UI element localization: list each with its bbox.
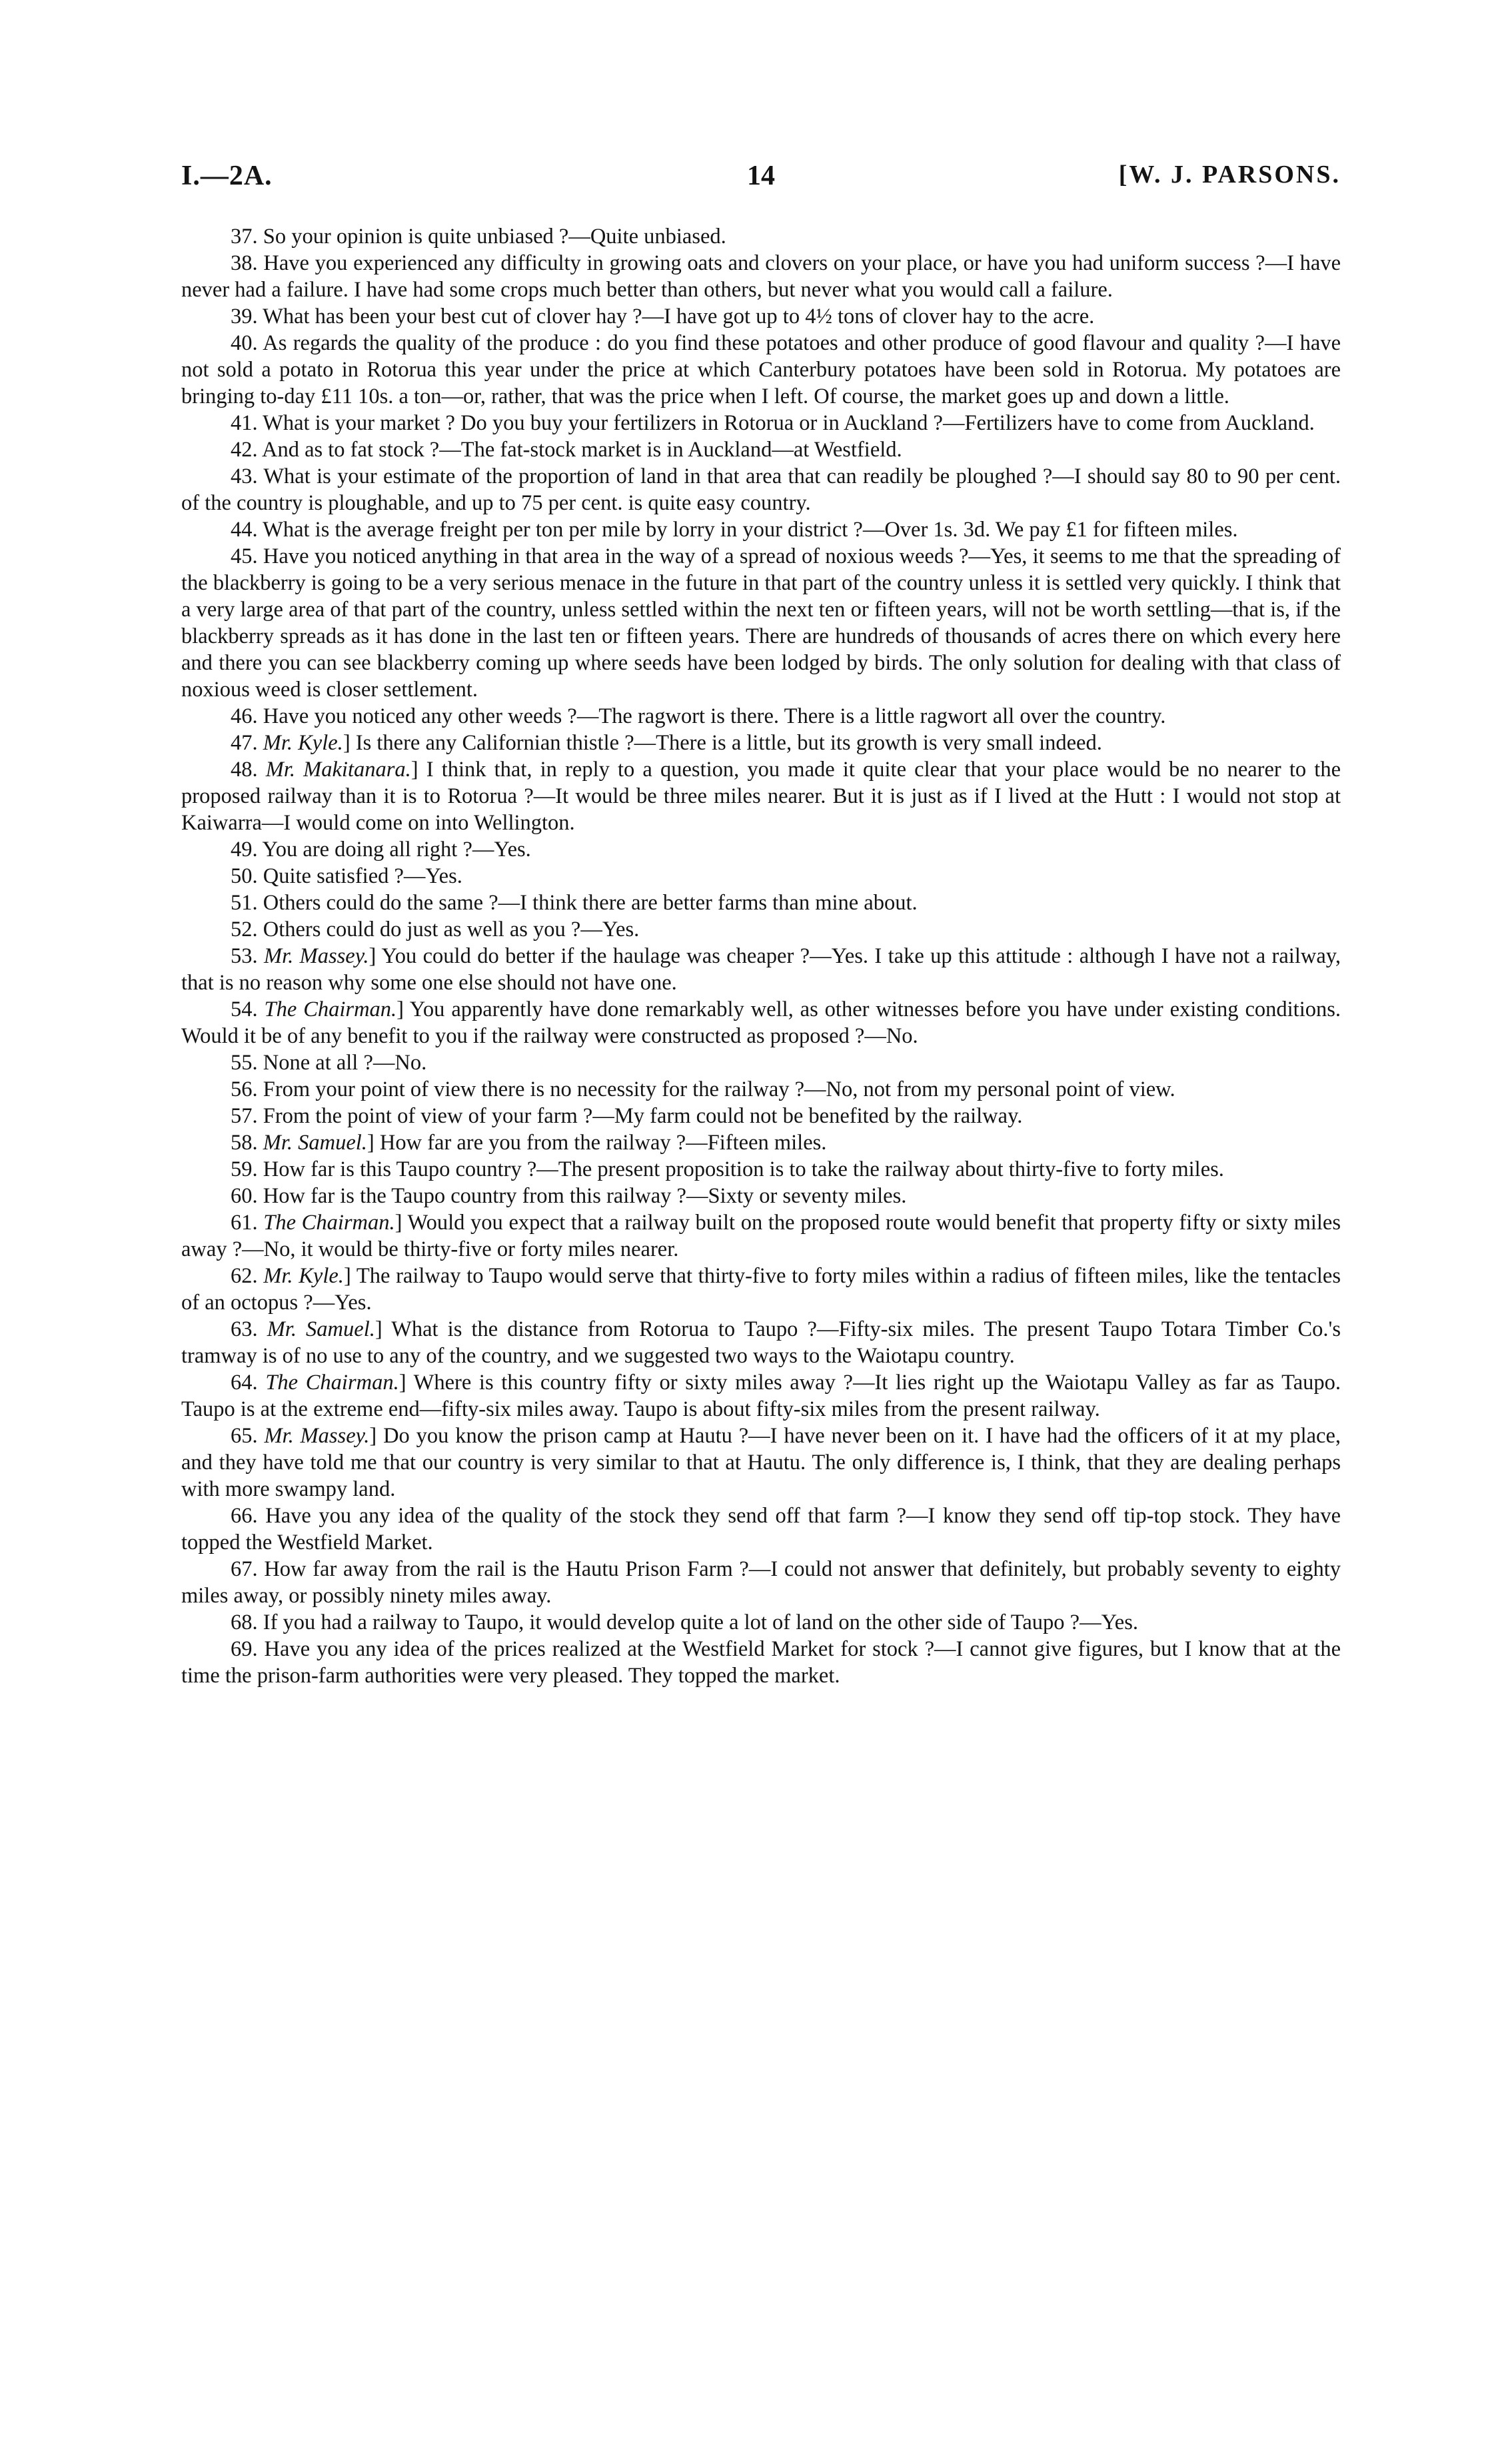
question-number: 39. <box>231 305 258 328</box>
speaker-bracket: ] <box>396 997 404 1021</box>
question-number: 66. <box>231 1504 258 1528</box>
question-answer-text: How far away from the rail is the Hautu Prison Farm ?—I could not answer that definitely, but probably seventy to eighty miles away, or possibly ninety miles away. <box>181 1557 1341 1608</box>
speaker-bracket: ] <box>369 944 376 968</box>
question-answer-text: What is the distance from Rotorua to Taupo ?—Fifty-six miles. The present Taupo Totara Timber Co.'s tramway is of no use to any of the country, and we suggested two ways to the Waiotapu country. <box>181 1317 1341 1368</box>
question-answer-text: Others could do the same ?—I think there are better farms than mine about. <box>263 891 918 915</box>
page-header <box>181 160 1341 200</box>
question-number: 38. <box>231 251 258 275</box>
question-number: 60. <box>231 1184 258 1208</box>
question-answer-paragraph <box>181 223 1341 250</box>
question-number: 41. <box>231 411 258 435</box>
question-answer-text: You are doing all right ?—Yes. <box>262 838 531 862</box>
speaker-name: Mr. Samuel. <box>263 1131 367 1155</box>
question-answer-paragraph <box>181 1183 1341 1209</box>
question-answer-text: Have you experienced any difficulty in growing oats and clovers on your place, or have you had uniform success ?—I have never had a failure. I have had some crops much better than others, but never what you would call a failure. <box>181 251 1341 302</box>
question-answer-paragraph <box>181 890 1341 916</box>
question-answer-paragraph <box>181 1129 1341 1156</box>
question-number: 57. <box>231 1104 258 1128</box>
question-number: 48. <box>231 758 258 782</box>
question-answer-paragraph <box>181 516 1341 543</box>
question-answer-paragraph <box>181 1423 1341 1503</box>
question-answer-text: I think that, in reply to a question, you made it quite clear that your place would be no nearer to the proposed railway than it is to Rotorua ?—It would be three miles nearer. But it is just as if I lived at the Hutt : I would not stop at Kaiwarra—I would come on into Wellington. <box>181 758 1341 835</box>
question-number: 59. <box>231 1157 258 1181</box>
question-number: 46. <box>231 704 258 728</box>
question-number: 67. <box>231 1557 258 1581</box>
question-number: 51. <box>231 891 258 915</box>
question-number: 42. <box>231 438 258 462</box>
speaker-name: Mr. Kyle. <box>263 731 343 755</box>
question-number: 53. <box>231 944 258 968</box>
question-answer-paragraph <box>181 703 1341 730</box>
question-answer-text: Have you noticed any other weeds ?—The ragwort is there. There is a little ragwort all over the country. <box>263 704 1166 728</box>
question-answer-text: Others could do just as well as you ?—Yes. <box>263 918 640 941</box>
speaker-name: Mr. Kyle. <box>263 1264 344 1288</box>
question-answer-paragraph <box>181 410 1341 436</box>
witness-name: [W. J. PARSONS. <box>1118 161 1341 189</box>
question-answer-paragraph <box>181 1316 1341 1369</box>
question-answer-paragraph <box>181 1503 1341 1556</box>
page-number: 14 <box>747 161 775 191</box>
question-answer-text: From your point of view there is no necessity for the railway ?—No, not from my personal point of view. <box>263 1077 1175 1101</box>
speaker-name: Mr. Massey. <box>264 944 369 968</box>
question-answer-text: Do you know the prison camp at Hautu ?—I have never been on it. I have had the officers of it at my place, and they have told me that our country is very similar to that at Hautu. The only difference is, I think, that they are dealing perhaps with more swampy land. <box>181 1424 1341 1501</box>
question-answer-paragraph <box>181 916 1341 943</box>
question-answer-paragraph <box>181 1076 1341 1103</box>
question-number: 49. <box>231 838 258 862</box>
question-answer-paragraph <box>181 436 1341 463</box>
document-reference: I.—2A. <box>181 161 273 191</box>
question-answer-text: What is your estimate of the proportion of land in that area that can readily be ploughed ?—I should say 80 to 90 per cent. of the country is ploughable, and up to 75 per cent. is quite easy country. <box>181 464 1341 515</box>
speaker-bracket: ] <box>394 1211 402 1235</box>
question-answer-paragraph <box>181 1156 1341 1183</box>
question-answer-text: How far are you from the railway ?—Fifteen miles. <box>379 1131 827 1155</box>
speaker-name: The Chairman. <box>263 1211 395 1235</box>
question-number: 62. <box>231 1264 258 1288</box>
question-answer-text: Have you any idea of the prices realized at the Westfield Market for stock ?—I cannot give figures, but I know that at the time the prison-farm authorities were very pleased. They topped the market. <box>181 1637 1341 1688</box>
question-answer-text: If you had a railway to Taupo, it would develop quite a lot of land on the other side of Taupo ?—Yes. <box>263 1610 1139 1634</box>
question-number: 52. <box>231 918 258 941</box>
speaker-bracket: ] <box>343 1264 351 1288</box>
question-answer-text: How far is this Taupo country ?—The present proposition is to take the railway about thirty-five to forty miles. <box>263 1157 1224 1181</box>
question-answer-paragraph <box>181 943 1341 996</box>
question-number: 65. <box>231 1424 258 1448</box>
question-answer-text: How far is the Taupo country from this railway ?—Sixty or seventy miles. <box>263 1184 907 1208</box>
question-answer-paragraph <box>181 1556 1341 1609</box>
question-answer-text: So your opinion is quite unbiased ?—Quite unbiased. <box>263 225 726 249</box>
question-answer-text: You apparently have done remarkably well, as other witnesses before you have under existing conditions. Would it be of any benefit to you if the railway were constructed as proposed ?—No. <box>181 997 1341 1048</box>
question-answer-text: What has been your best cut of clover hay ?—I have got up to 4½ tons of clover hay to the acre. <box>263 305 1095 328</box>
question-answer-text: And as to fat stock ?—The fat-stock market is in Auckland—at Westfield. <box>261 438 902 462</box>
question-answer-text: Quite satisfied ?—Yes. <box>263 864 462 888</box>
question-answer-text: Have you any idea of the quality of the stock they send off that farm ?—I know they send off tip-top stock. They have topped the Westfield Market. <box>181 1504 1341 1554</box>
question-number: 47. <box>231 731 258 755</box>
testimony-body <box>181 223 1341 1689</box>
question-answer-text: As regards the quality of the produce : do you find these potatoes and other produce of good flavour and quality ?—I have not sold a potato in Rotorua this year under the price at which Canterbury potatoes have been sold in Rotorua. My potatoes are bringing to-day £11 10s. a ton—or, rather, that was the price when I left. Of course, the market goes up and down a little. <box>181 331 1341 408</box>
question-answer-text: What is your market ? Do you buy your fertilizers in Rotorua or in Auckland ?—Fertilizers have to come from Auckland. <box>263 411 1315 435</box>
question-answer-text: Have you noticed anything in that area in the way of a spread of noxious weeds ?—Yes, it seems to me that the spreading of the blackberry is going to be a very serious menace in the future in that part of the country unless it is settled very quickly. I think that a very large area of that part of the country, unless settled within the next ten or fifteen years, will not be worth settling—that is, if the blackberry spreads as it has done in the last ten or fifteen years. There are hundreds of thousands of acres there on which every here and there you can see blackberry coming up where seeds have been lodged by birds. The only solution for dealing with that class of noxious weed is closer settlement. <box>181 544 1341 702</box>
question-number: 54. <box>231 997 258 1021</box>
question-answer-paragraph <box>181 1103 1341 1129</box>
question-answer-paragraph <box>181 1263 1341 1316</box>
question-answer-paragraph <box>181 1609 1341 1636</box>
question-number: 58. <box>231 1131 258 1155</box>
question-answer-paragraph <box>181 836 1341 863</box>
question-answer-text: Where is this country fifty or sixty miles away ?—It lies right up the Waiotapu Valley as far as Taupo. Taupo is at the extreme end—fifty-six miles away. Taupo is about fifty-six miles from the present railway. <box>181 1371 1341 1421</box>
speaker-bracket: ] <box>374 1317 382 1341</box>
question-number: 55. <box>231 1051 258 1075</box>
question-number: 69. <box>231 1637 258 1661</box>
question-answer-paragraph <box>181 863 1341 890</box>
question-answer-paragraph <box>181 1049 1341 1076</box>
question-answer-paragraph <box>181 1636 1341 1689</box>
question-answer-paragraph <box>181 250 1341 303</box>
question-answer-paragraph <box>181 463 1341 516</box>
speaker-bracket: ] <box>410 758 418 782</box>
question-answer-text: You could do better if the haulage was cheaper ?—Yes. I take up this attitude : although I have not a railway, that is no reason why some one else should not have one. <box>181 944 1341 995</box>
question-answer-text: None at all ?—No. <box>263 1051 427 1075</box>
question-answer-text: Would you expect that a railway built on the proposed route would benefit that property fifty or sixty miles away ?—No, it would be thirty-five or forty miles nearer. <box>181 1211 1341 1261</box>
speaker-name: Mr. Massey. <box>264 1424 370 1448</box>
question-answer-text: What is the average freight per ton per mile by lorry in your district ?—Over 1s. 3d. We pay £1 for fifteen miles. <box>263 518 1238 542</box>
question-number: 56. <box>231 1077 258 1101</box>
question-answer-text: The railway to Taupo would serve that thirty-five to forty miles within a radius of fifteen miles, like the tentacles of an octopus ?—Yes. <box>181 1264 1341 1315</box>
speaker-bracket: ] <box>367 1131 374 1155</box>
question-number: 50. <box>231 864 258 888</box>
question-number: 40. <box>231 331 258 355</box>
question-number: 63. <box>231 1317 258 1341</box>
question-answer-paragraph <box>181 303 1341 330</box>
speaker-name: The Chairman. <box>265 1371 399 1395</box>
question-number: 68. <box>231 1610 258 1634</box>
question-number: 64. <box>231 1371 258 1395</box>
question-answer-text: Is there any Californian thistle ?—There is a little, but its growth is very small indeed. <box>355 731 1102 755</box>
question-number: 44. <box>231 518 258 542</box>
question-number: 43. <box>231 464 258 488</box>
question-answer-paragraph <box>181 756 1341 836</box>
question-number: 45. <box>231 544 258 568</box>
question-answer-paragraph <box>181 996 1341 1049</box>
question-number: 61. <box>231 1211 258 1235</box>
question-answer-paragraph <box>181 330 1341 410</box>
speaker-bracket: ] <box>398 1371 406 1395</box>
speaker-name: The Chairman. <box>264 997 397 1021</box>
speaker-name: Mr. Samuel. <box>267 1317 375 1341</box>
speaker-bracket: ] <box>369 1424 377 1448</box>
question-number: 37. <box>231 225 258 249</box>
question-answer-paragraph <box>181 1209 1341 1263</box>
speaker-bracket: ] <box>343 731 351 755</box>
question-answer-text: From the point of view of your farm ?—My farm could not be benefited by the railway. <box>263 1104 1023 1128</box>
question-answer-paragraph <box>181 730 1341 756</box>
question-answer-paragraph <box>181 1369 1341 1423</box>
question-answer-paragraph <box>181 543 1341 703</box>
speaker-name: Mr. Makitanara. <box>265 758 411 782</box>
